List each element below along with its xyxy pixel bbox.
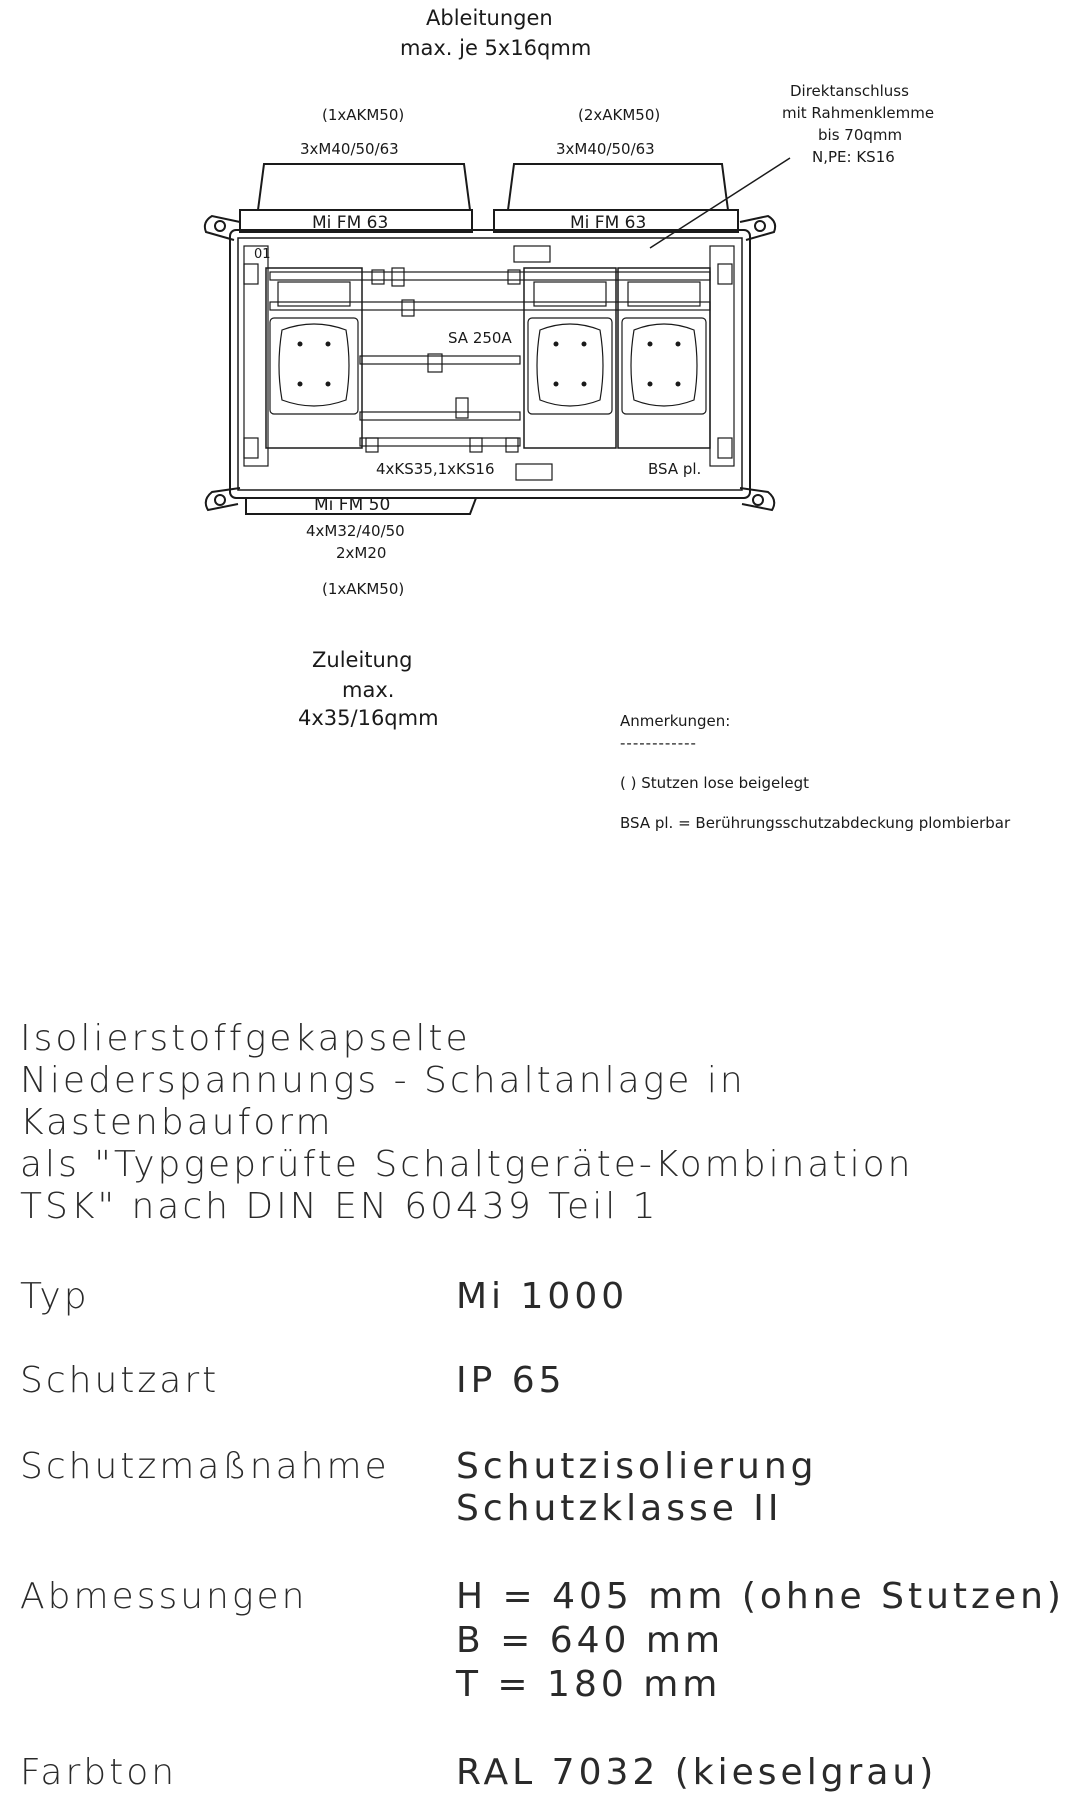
direct-connection-line1: Direktanschluss (790, 82, 909, 100)
busbar-4 (360, 412, 520, 420)
lug-bottom-right (740, 488, 774, 510)
bottom-akm-label: (1xAKM50) (322, 580, 405, 598)
left-gland-label: 3xM40/50/63 (300, 140, 399, 158)
description-line-4: als "Typgeprüfte Schaltgeräte-Kombination (20, 1144, 914, 1185)
ref-label: 01 (254, 247, 271, 262)
fuse-switch-mid (524, 268, 616, 448)
direct-connection-line4: N,PE: KS16 (812, 148, 895, 166)
spec-massnahme-value-1: Schutzisolierung (456, 1446, 818, 1487)
spec-typ-value: Mi 1000 (456, 1276, 629, 1317)
spec-typ-label: Typ (20, 1276, 90, 1317)
outlets-max-label: max. je 5x16qmm (400, 36, 592, 60)
description-line-5: TSK" nach DIN EN 60439 Teil 1 (20, 1186, 659, 1227)
description-line-1: Isolierstoffgekapselte (20, 1018, 471, 1059)
spec-abmessungen-b: B = 640 mm (456, 1620, 725, 1661)
right-top-gland (508, 164, 728, 210)
note-loose-glands: ( ) Stutzen lose beigelegt (620, 774, 810, 792)
spec-farbton-label: Farbton (20, 1752, 178, 1793)
description-line-2: Niederspannungs - Schaltanlage in (20, 1060, 746, 1101)
busbar-3 (360, 356, 520, 364)
enclosure-drawing (0, 0, 1088, 560)
spec-massnahme-label: Schutzmaßnahme (20, 1446, 390, 1487)
feed-max-label: max. (342, 678, 395, 702)
mid-akm-label: (2xAKM50) (578, 106, 661, 124)
fuse-switch-right (618, 268, 710, 448)
lug-top-left (205, 216, 240, 240)
leader-line (650, 158, 790, 248)
spec-farbton-value: RAL 7032 (kieselgrau) (456, 1752, 938, 1793)
bsa-label: BSA pl. (648, 460, 702, 478)
spec-schutzart-value: IP 65 (456, 1360, 566, 1401)
left-akm-label: (1xAKM50) (322, 106, 405, 124)
busbar-1 (270, 272, 710, 280)
direct-connection-line2: mit Rahmenklemme (782, 104, 935, 122)
feed-label: Zuleitung (312, 648, 413, 672)
bottom-gland-m20-label: 2xM20 (336, 544, 387, 562)
left-fm-label: Mi FM 63 (312, 213, 389, 233)
ks-label: 4xKS35,1xKS16 (376, 460, 495, 478)
mid-gland-label: 3xM40/50/63 (556, 140, 655, 158)
spec-schutzart-label: Schutzart (20, 1360, 220, 1401)
outlets-label: Ableitungen (426, 6, 553, 30)
notes-title: Anmerkungen: (620, 712, 731, 730)
lug-top-right (740, 216, 775, 240)
right-fm-label: Mi FM 63 (570, 213, 647, 233)
sa-label: SA 250A (448, 329, 512, 347)
fuse-switch-left (266, 268, 362, 448)
spec-abmessungen-h: H = 405 mm (ohne Stutzen) (456, 1576, 1065, 1617)
direct-connection-line3: bis 70qmm (818, 126, 903, 144)
bottom-fm-label: Mi FM 50 (314, 495, 391, 515)
lug-bottom-left (206, 488, 240, 510)
spec-abmessungen-label: Abmessungen (20, 1576, 308, 1617)
spec-massnahme-value-2: Schutzklasse II (456, 1488, 783, 1529)
feed-size-label: 4x35/16qmm (298, 706, 439, 730)
description-line-3: Kastenbauform (20, 1102, 334, 1143)
left-top-gland (258, 164, 470, 210)
spec-abmessungen-t: T = 180 mm (456, 1664, 722, 1705)
bottom-gland-m-label: 4xM32/40/50 (306, 522, 405, 540)
busbar-5 (360, 438, 520, 446)
note-bsa: BSA pl. = Berührungsschutzabdeckung plombierbar (620, 814, 1011, 832)
notes-rule: ------------ (620, 734, 697, 752)
